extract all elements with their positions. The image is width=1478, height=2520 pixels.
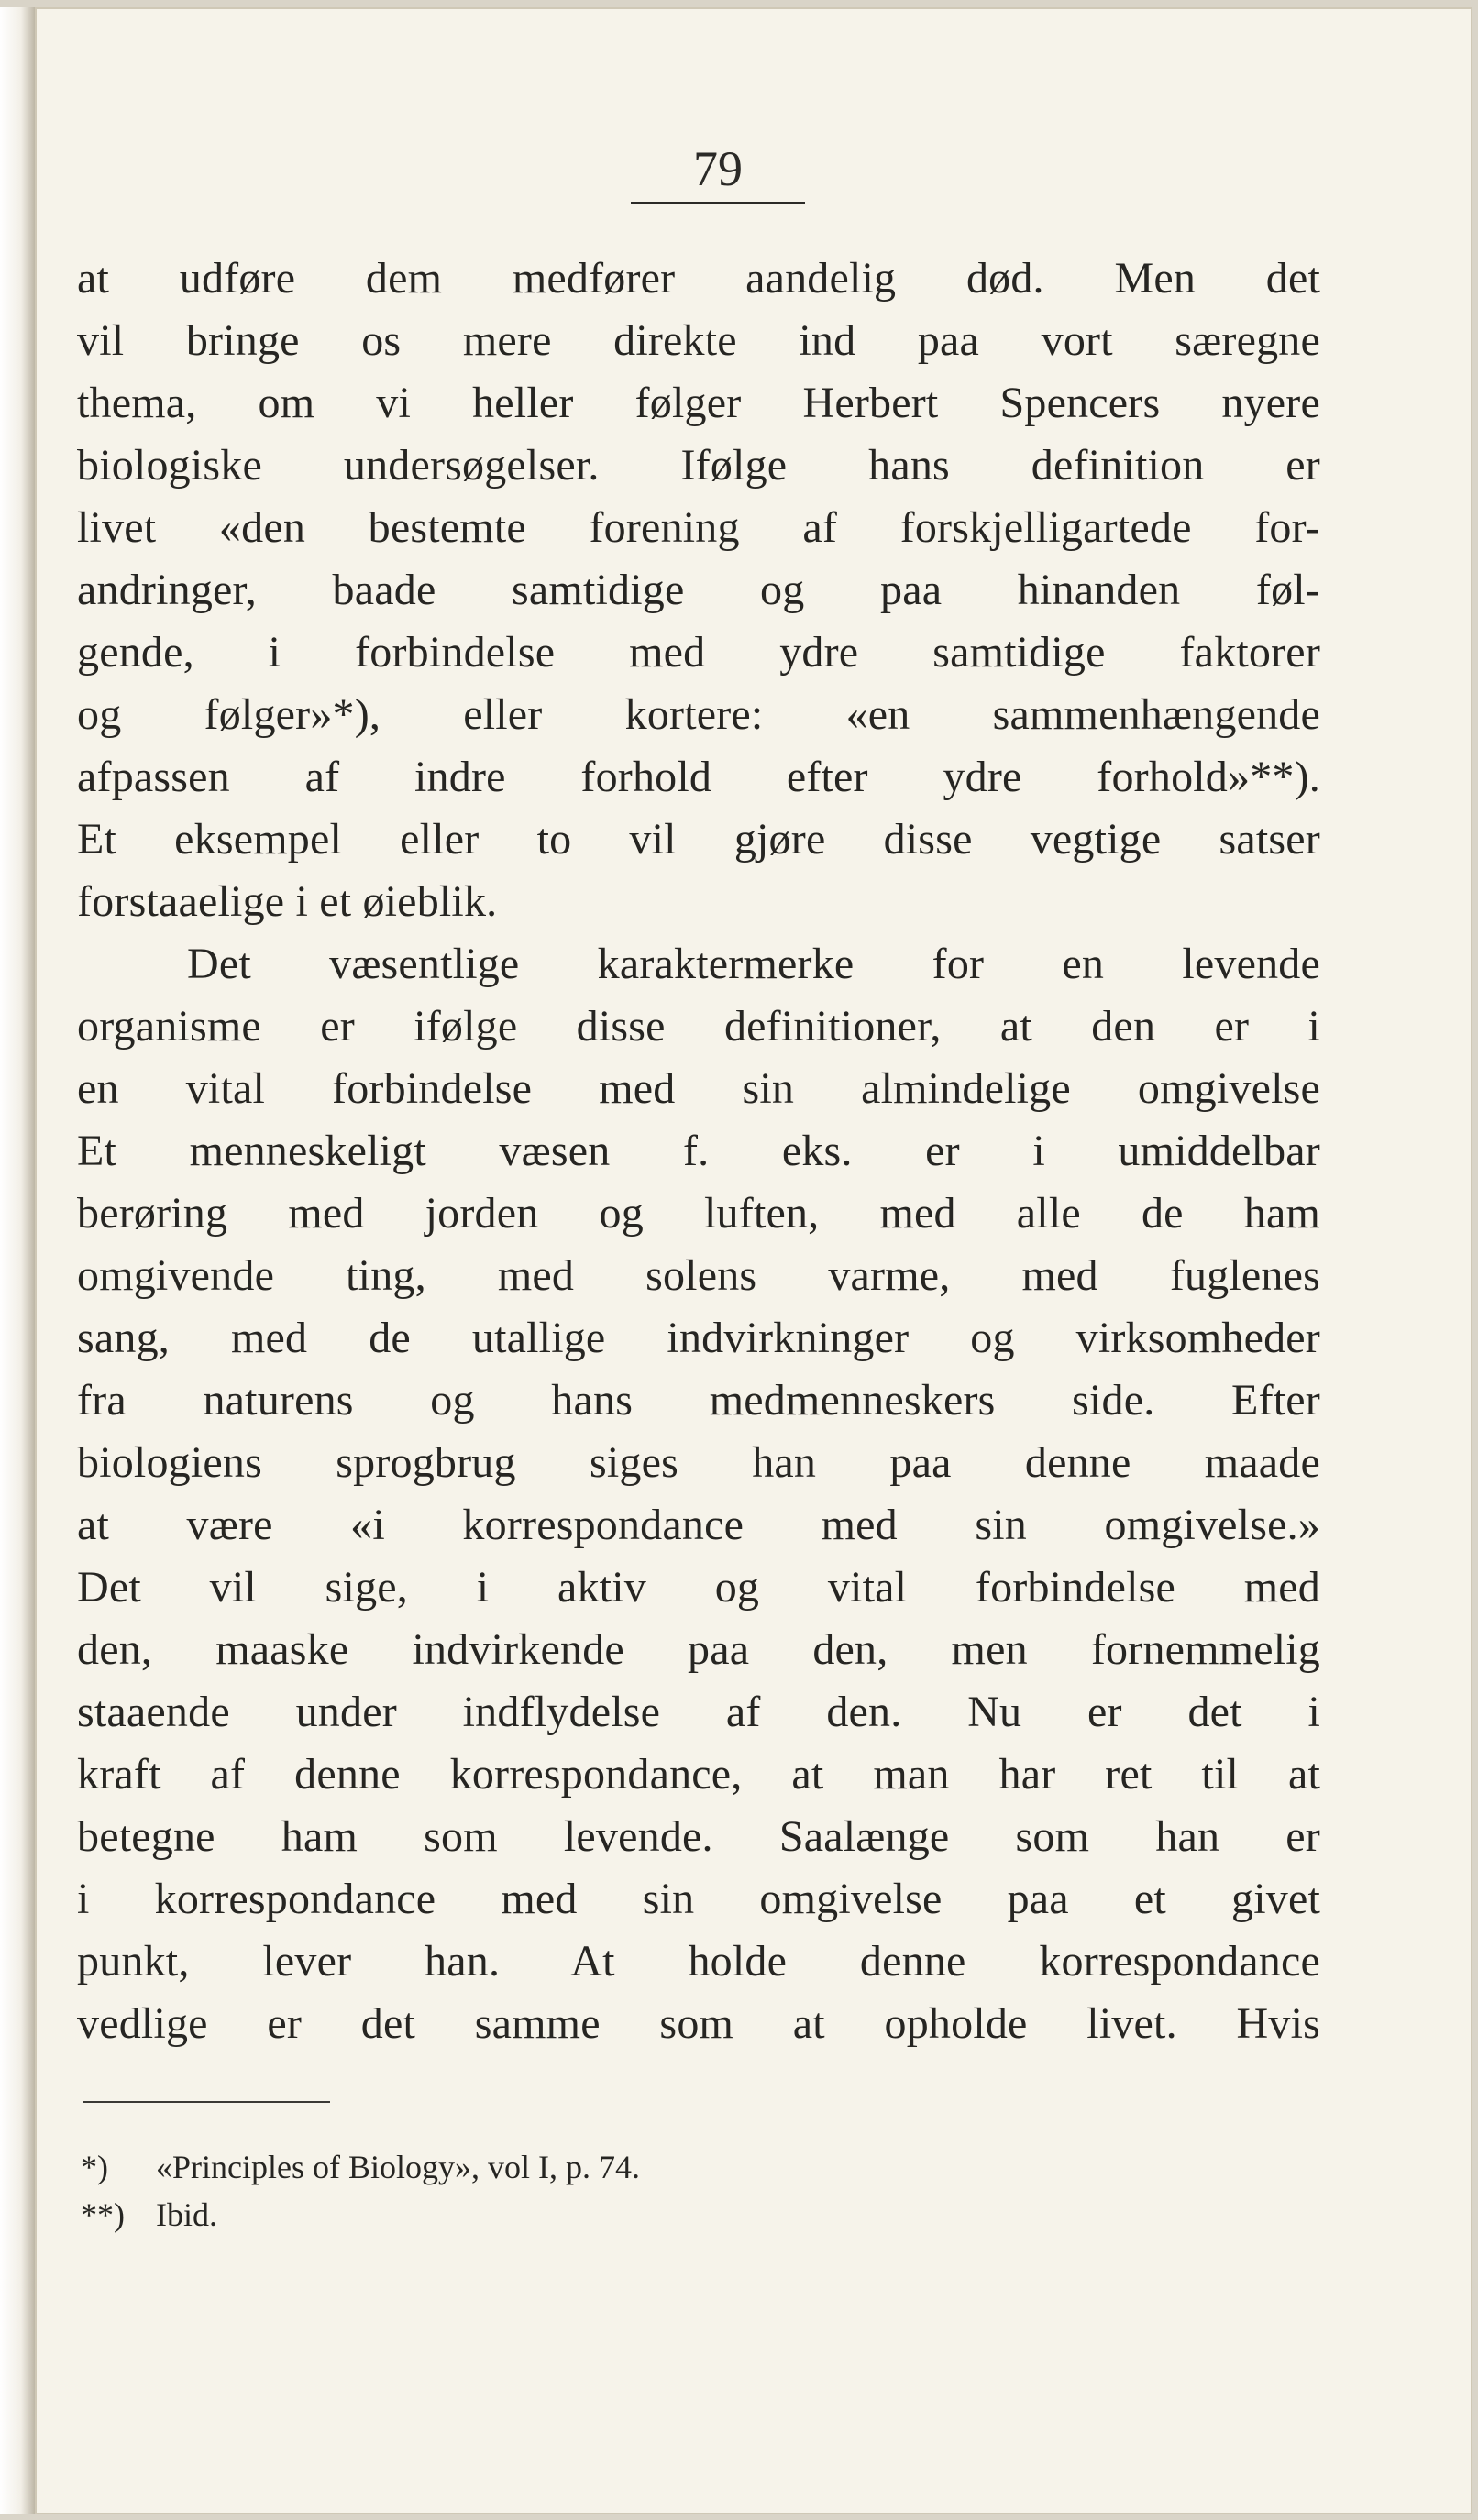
text-line: andringer, baade samtidige og paa hinanden føl-	[77, 566, 1320, 614]
text-line: Et menneskeligt væsen f. eks. er i umiddelbar	[77, 1127, 1320, 1175]
footnote-mark: **)	[81, 2196, 125, 2233]
footnotes	[81, 2143, 1181, 2239]
footnote-text: «Principles of Biology», vol I, p. 74.	[156, 2149, 640, 2185]
text-line: biologiske undersøgelser. Ifølge hans definition er	[77, 441, 1320, 490]
text-line: betegne ham som levende. Saalænge som han er	[77, 1812, 1320, 1861]
text-line: at udføre dem medfører aandelig død. Men det	[77, 254, 1320, 303]
text-line: vedlige er det samme som at opholde livet. Hvis	[77, 1999, 1320, 2048]
text-line: kraft af denne korrespondance, at man har ret til at	[77, 1750, 1320, 1799]
text-line: Det vil sige, i aktiv og vital forbindelse med	[77, 1563, 1320, 1612]
text-line: forstaaelige i et øieblik.	[77, 877, 498, 926]
book-page	[35, 7, 1472, 2514]
text-line: den, maaske indvirkende paa den, men fornemmelig	[77, 1625, 1320, 1674]
footnote	[81, 2143, 1181, 2191]
text-line: staaende under indflydelse af den. Nu er det i	[77, 1688, 1320, 1736]
page-number: 79	[631, 136, 805, 204]
book-spine-edge	[0, 7, 35, 2514]
text-line: thema, om vi heller følger Herbert Spencers nyere	[77, 379, 1320, 427]
text-line: gende, i forbindelse med ydre samtidige faktorer	[77, 628, 1320, 677]
text-line: livet «den bestemte forening af forskjelligartede for-	[77, 503, 1320, 552]
text-line: fra naturens og hans medmenneskers side. Efter	[77, 1376, 1320, 1425]
text-line: og følger»*), eller kortere: «en sammenhængende	[77, 690, 1320, 739]
text-line: vil bringe os mere direkte ind paa vort særegne	[77, 316, 1320, 365]
footnote-mark: *)	[81, 2149, 108, 2185]
text-line: biologiens sprogbrug siges han paa denne maade	[77, 1438, 1320, 1487]
text-line: organisme er ifølge disse definitioner, at den er i	[77, 1002, 1320, 1051]
paragraph-first-line: Det væsentlige karaktermerke for en levende	[187, 940, 1320, 988]
text-line: berøring med jorden og luften, med alle de ham	[77, 1189, 1320, 1238]
text-line: punkt, lever han. At holde denne korrespondance	[77, 1937, 1320, 1986]
text-line: afpassen af indre forhold efter ydre forhold»**).	[77, 753, 1320, 801]
text-line: at være «i korrespondance med sin omgivelse.»	[77, 1501, 1320, 1549]
text-line: en vital forbindelse med sin almindelige omgivelse	[77, 1064, 1320, 1113]
text-line: sang, med de utallige indvirkninger og virksomheder	[77, 1314, 1320, 1362]
text-line: Et eksempel eller to vil gjøre disse vegtige satser	[77, 815, 1320, 864]
footnote	[81, 2191, 1181, 2239]
text-line: i korrespondance med sin omgivelse paa et givet	[77, 1875, 1320, 1923]
text-line: omgivende ting, med solens varme, med fuglenes	[77, 1251, 1320, 1300]
body-text	[77, 248, 1320, 2055]
footnote-text: Ibid.	[156, 2196, 217, 2233]
footnote-divider	[83, 2101, 330, 2103]
